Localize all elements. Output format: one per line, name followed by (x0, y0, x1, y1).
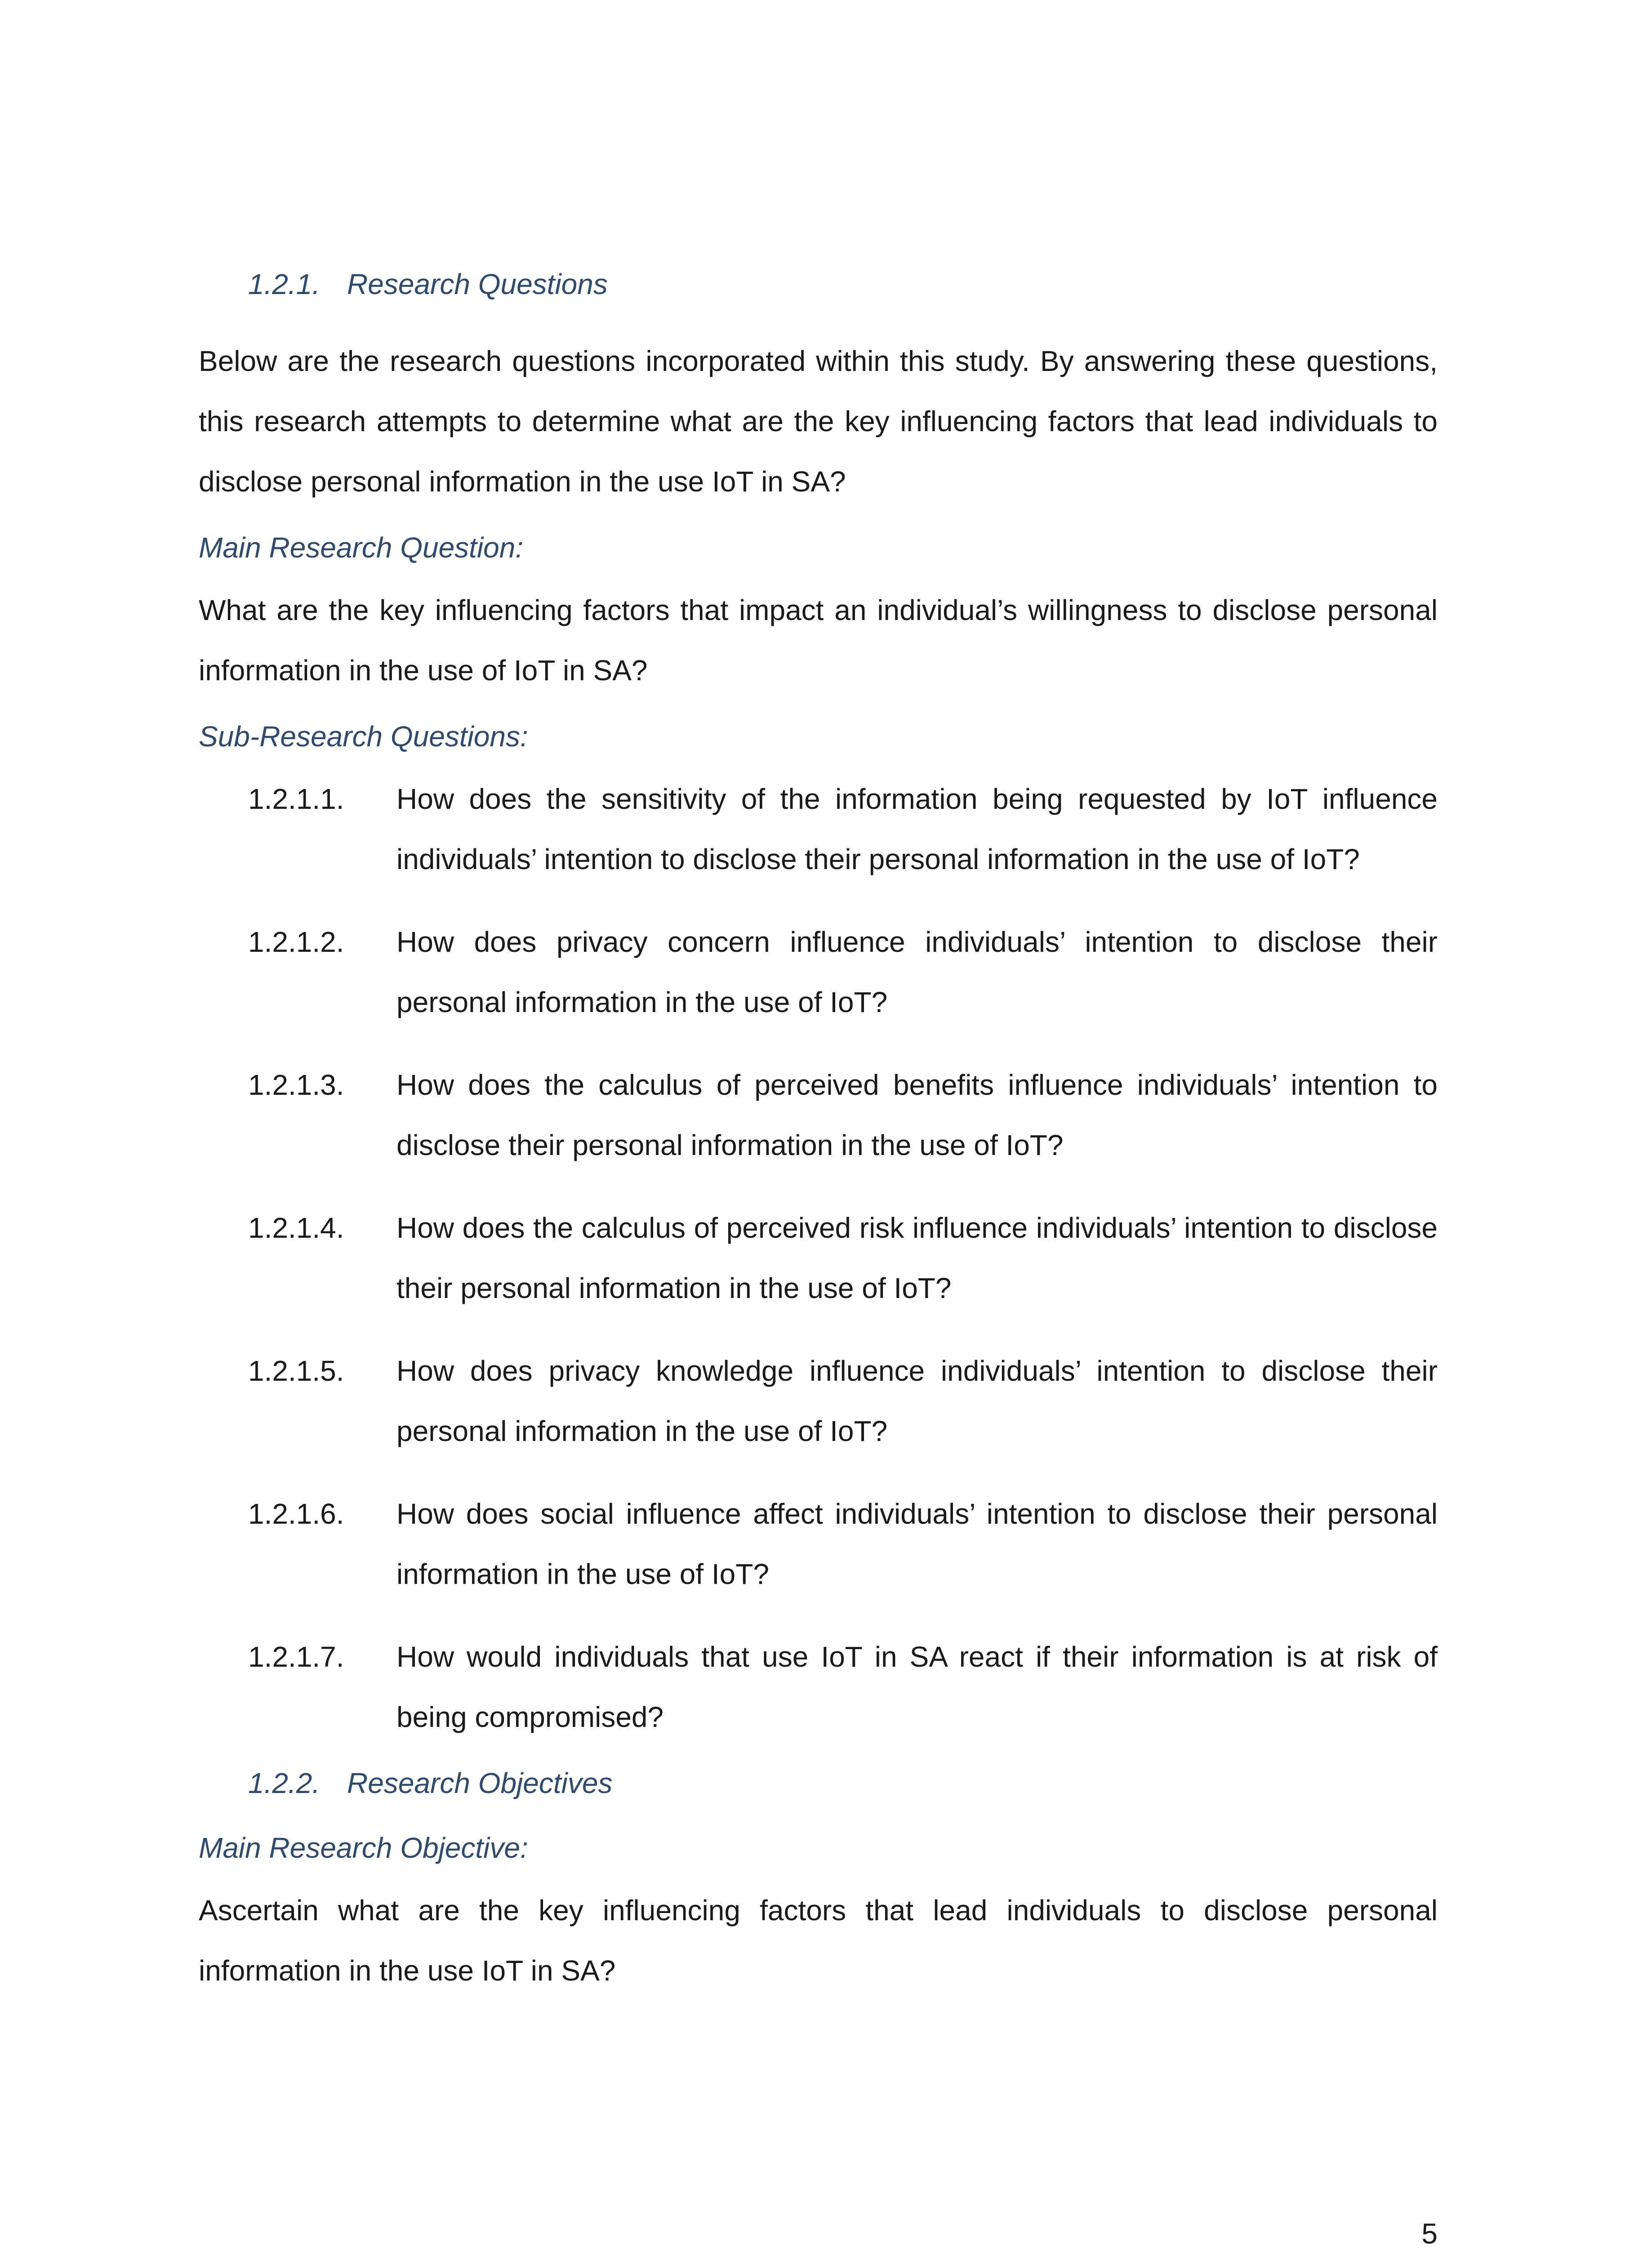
list-item (199, 1055, 1438, 1175)
section-heading-research-questions (199, 270, 1438, 299)
intro-paragraph: Below are the research questions incorporated within this study. By answering these questions, this research attempts to determine what are the key influencing factors that lead individuals to disclose personal information in the use IoT in SA? (199, 345, 1438, 498)
list-item-text: How does the sensitivity of the information being requested by IoT influence individuals’ intention to disclose their personal information in the use of IoT? (396, 783, 1438, 875)
list-item-number: 1.2.1.7. (248, 1641, 344, 1673)
list-item-number: 1.2.1.2. (248, 926, 344, 958)
list-item-text: How does the calculus of perceived benefits influence individuals’ intention to disclose their personal information in the use of IoT? (396, 1069, 1438, 1161)
page-content (199, 270, 1438, 2001)
page-number: 5 (1421, 2217, 1438, 2248)
list-item-text: How does social influence affect individuals’ intention to disclose their personal information in the use of IoT? (396, 1498, 1438, 1590)
sub-questions-list (199, 769, 1438, 1747)
list-item-number: 1.2.1.6. (248, 1498, 344, 1530)
section-heading-research-objectives (199, 1769, 1438, 1798)
list-item-number: 1.2.1.3. (248, 1069, 344, 1101)
section-title: Research Questions (347, 268, 608, 300)
list-item-text: How does privacy knowledge influence individuals’ intention to disclose their personal information in the use of IoT? (396, 1355, 1438, 1447)
list-item-text: How would individuals that use IoT in SA react if their information is at risk of being compromised? (396, 1641, 1438, 1733)
list-item-text: How does the calculus of perceived risk influence individuals’ intention to disclose their personal information in the use of IoT? (396, 1212, 1438, 1304)
list-item (199, 912, 1438, 1032)
list-item (199, 1198, 1438, 1318)
list-item-number: 1.2.1.4. (248, 1212, 344, 1244)
list-item-text: How does privacy concern influence individuals’ intention to disclose their personal information in the use of IoT? (396, 926, 1438, 1018)
list-item (199, 769, 1438, 889)
main-question-text: What are the key influencing factors that impact an individual’s willingness to disclose personal information in the use of IoT in SA? (199, 594, 1438, 687)
list-item-number: 1.2.1.1. (248, 783, 344, 815)
main-question-label: Main Research Question: (199, 531, 524, 564)
list-item-number: 1.2.1.5. (248, 1355, 344, 1387)
main-objective-label: Main Research Objective: (199, 1832, 528, 1864)
list-item (199, 1341, 1438, 1461)
section-number: 1.2.2. (248, 1767, 321, 1799)
list-item (199, 1484, 1438, 1604)
sub-questions-label: Sub-Research Questions: (199, 720, 528, 753)
main-objective-text: Ascertain what are the key influencing factors that lead individuals to disclose personal information in the use IoT in SA? (199, 1894, 1438, 1987)
list-item (199, 1627, 1438, 1747)
section-title: Research Objectives (347, 1767, 613, 1799)
section-number: 1.2.1. (248, 268, 321, 300)
